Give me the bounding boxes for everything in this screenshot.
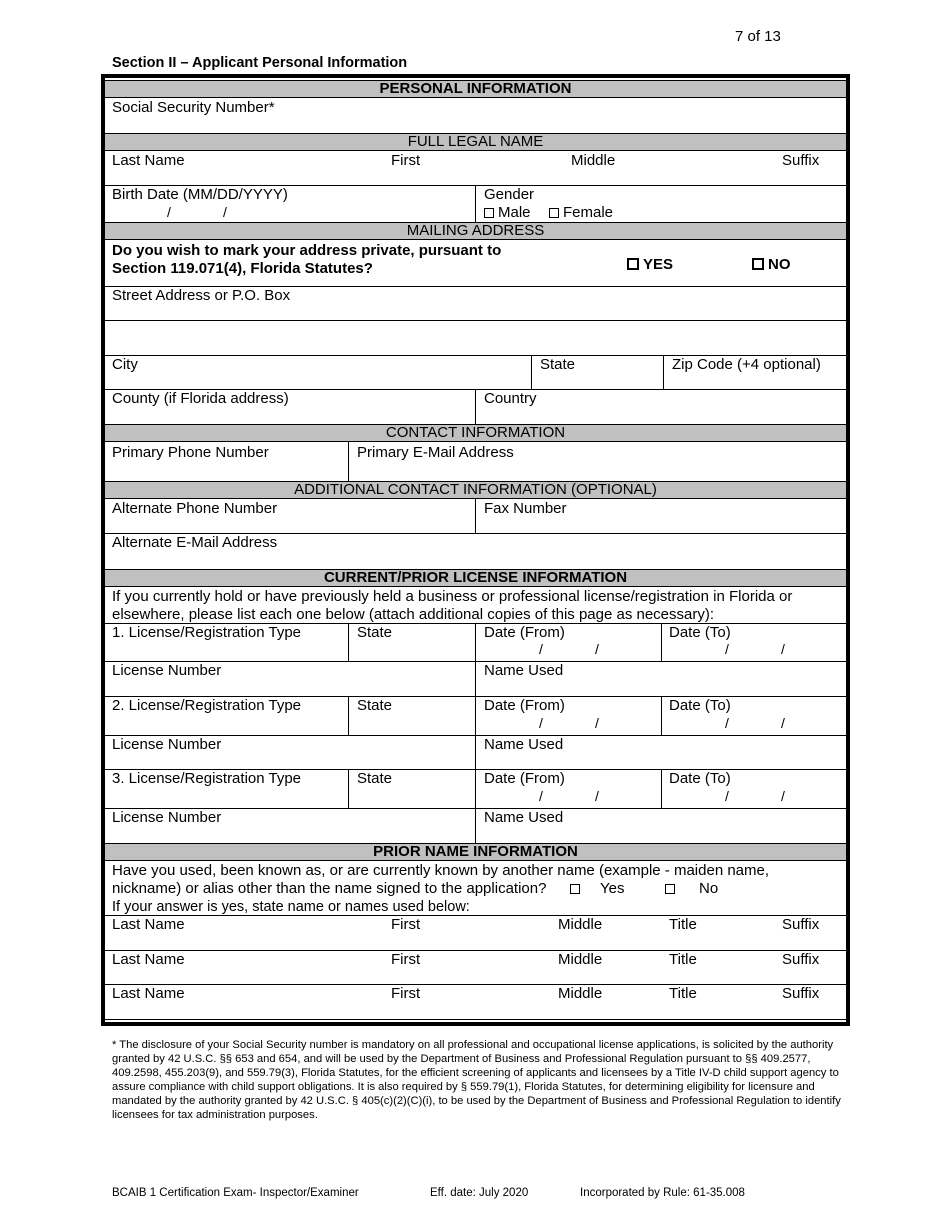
private-address-question: Do you wish to mark your address private, pursuant to bbox=[112, 242, 502, 259]
mailing-address-header: MAILING ADDRESS bbox=[105, 222, 846, 240]
license-type-label: 1. License/Registration Type bbox=[112, 624, 302, 641]
license-state-label: State bbox=[357, 770, 393, 787]
private-address-row bbox=[105, 240, 846, 287]
birth-date-slash: / bbox=[167, 204, 171, 220]
ssn-field[interactable] bbox=[105, 98, 846, 134]
date-from-label: Date (From) bbox=[484, 770, 565, 787]
prior-name-row[interactable] bbox=[105, 950, 846, 985]
birth-date-label: Birth Date (MM/DD/YYYY) bbox=[112, 186, 288, 203]
date-to-label: Date (To) bbox=[669, 697, 731, 714]
country-label: Country bbox=[484, 390, 537, 407]
private-yes-option[interactable]: YES bbox=[627, 256, 673, 273]
prior-middle-name-label: Middle bbox=[558, 916, 603, 933]
street-address-label: Street Address or P.O. Box bbox=[112, 287, 291, 304]
primary-email-label: Primary E-Mail Address bbox=[357, 444, 514, 461]
prior-first-name-label: First bbox=[391, 951, 421, 968]
gender-female-option[interactable]: Female bbox=[549, 204, 613, 221]
female-checkbox[interactable] bbox=[549, 208, 559, 218]
license-type-label: 3. License/Registration Type bbox=[112, 770, 302, 787]
prior-last-name-label: Last Name bbox=[112, 985, 185, 1002]
name-used-label: Name Used bbox=[484, 736, 564, 753]
license-state-label: State bbox=[357, 624, 393, 641]
prior-suffix-label: Suffix bbox=[782, 916, 820, 933]
prior-name-question-row bbox=[105, 861, 846, 916]
prior-middle-name-label: Middle bbox=[558, 985, 603, 1002]
last-name-label: Last Name bbox=[112, 152, 185, 169]
prior-name-row[interactable] bbox=[105, 915, 846, 951]
male-checkbox[interactable] bbox=[484, 208, 494, 218]
prior-first-name-label: First bbox=[391, 916, 421, 933]
contact-info-header: CONTACT INFORMATION bbox=[105, 424, 846, 442]
name-used-label: Name Used bbox=[484, 662, 564, 679]
license-type-label: 2. License/Registration Type bbox=[112, 697, 302, 714]
date-from-label: Date (From) bbox=[484, 624, 565, 641]
license-number-label: License Number bbox=[112, 662, 222, 679]
birth-date-slash: / bbox=[223, 204, 227, 220]
prior-middle-name-label: Middle bbox=[558, 951, 603, 968]
alt-phone-label: Alternate Phone Number bbox=[112, 500, 278, 517]
county-label: County (if Florida address) bbox=[112, 390, 289, 407]
prior-title-label: Title bbox=[669, 951, 697, 968]
footer-effective-date: Eff. date: July 2020 bbox=[430, 1187, 529, 1199]
private-address-question: Section 119.071(4), Florida Statutes? bbox=[112, 260, 373, 277]
section-title: Section II – Applicant Personal Information bbox=[112, 55, 408, 71]
ssn-label: Social Security Number* bbox=[112, 99, 275, 116]
private-no-option[interactable]: NO bbox=[752, 256, 791, 273]
first-name-label: First bbox=[391, 152, 421, 169]
personal-info-header: PERSONAL INFORMATION bbox=[105, 80, 846, 98]
additional-contact-header: ADDITIONAL CONTACT INFORMATION (OPTIONAL) bbox=[105, 481, 846, 499]
date-from-label: Date (From) bbox=[484, 697, 565, 714]
gender-male-option[interactable]: Male bbox=[484, 204, 531, 221]
name-used-label: Name Used bbox=[484, 809, 564, 826]
prior-name-row[interactable] bbox=[105, 984, 846, 1020]
city-label: City bbox=[112, 356, 138, 373]
fax-label: Fax Number bbox=[484, 500, 567, 517]
prior-title-label: Title bbox=[669, 916, 697, 933]
prior-title-label: Title bbox=[669, 985, 697, 1002]
footer-exam-name: BCAIB 1 Certification Exam- Inspector/Examiner bbox=[112, 1187, 359, 1199]
license-state-label: State bbox=[357, 697, 393, 714]
prior-last-name-label: Last Name bbox=[112, 951, 185, 968]
prior-name-question: nickname) or alias other than the name signed to the application? bbox=[112, 880, 547, 897]
prior-last-name-label: Last Name bbox=[112, 916, 185, 933]
gender-label: Gender bbox=[484, 186, 535, 203]
middle-name-label: Middle bbox=[571, 152, 616, 169]
full-legal-name-header: FULL LEGAL NAME bbox=[105, 133, 846, 151]
prior-name-no-option[interactable]: No bbox=[665, 880, 718, 897]
page-number: 7 of 13 bbox=[735, 28, 781, 45]
footer-rule: Incorporated by Rule: 61-35.008 bbox=[580, 1187, 745, 1199]
prior-name-header: PRIOR NAME INFORMATION bbox=[105, 843, 846, 861]
date-to-label: Date (To) bbox=[669, 770, 731, 787]
prior-first-name-label: First bbox=[391, 985, 421, 1002]
zip-code-label: Zip Code (+4 optional) bbox=[672, 356, 821, 373]
license-intro: If you currently hold or have previously held a business or professional license/registration in Florida or bbox=[112, 588, 793, 605]
license-intro-row bbox=[105, 586, 846, 624]
license-number-label: License Number bbox=[112, 809, 222, 826]
prior-suffix-label: Suffix bbox=[782, 985, 820, 1002]
alt-email-label: Alternate E-Mail Address bbox=[112, 534, 278, 551]
date-to-label: Date (To) bbox=[669, 624, 731, 641]
prior-name-question: Have you used, been known as, or are currently known by another name (example - maiden name, bbox=[112, 862, 770, 879]
license-info-header: CURRENT/PRIOR LICENSE INFORMATION bbox=[105, 569, 846, 587]
prior-name-yes-option[interactable]: Yes bbox=[570, 880, 624, 897]
primary-phone-label: Primary Phone Number bbox=[112, 444, 269, 461]
prior-name-instruction: If your answer is yes, state name or names used below: bbox=[112, 899, 470, 915]
street-address-line2-field[interactable] bbox=[105, 320, 846, 356]
license-intro: elsewhere, please list each one below (attach additional copies of this page as necessary): bbox=[112, 606, 715, 623]
prior-suffix-label: Suffix bbox=[782, 951, 820, 968]
state-label: State bbox=[540, 356, 576, 373]
suffix-label: Suffix bbox=[782, 152, 820, 169]
name-field-row[interactable] bbox=[105, 151, 846, 186]
ssn-disclosure-footnote: * The disclosure of your Social Security number is mandatory on all professional and occupational license applications, is solicited by the authority granted by 42 U.S.C. §§ 653 and 654, and will be used by the Department of Business and Professional Regulation pursuant to §§ 409.2577, 409.2598, 455.203(9), and 559.79(3), Florida Statutes, for the efficient screening of applicants and licensees by a Title IV-D child support agency to assure compliance with child support obligations. It is also required by § 559.79(1), Florida Statutes, for determining eligibility for licensure and mandated by the authority granted by 42 U.S.C. § 405(c)(2)(C)(i), to be used by the Department of Business and Professional Regulation to identify licensees for tax administration purposes. bbox=[112, 1039, 841, 1121]
license-number-label: License Number bbox=[112, 736, 222, 753]
